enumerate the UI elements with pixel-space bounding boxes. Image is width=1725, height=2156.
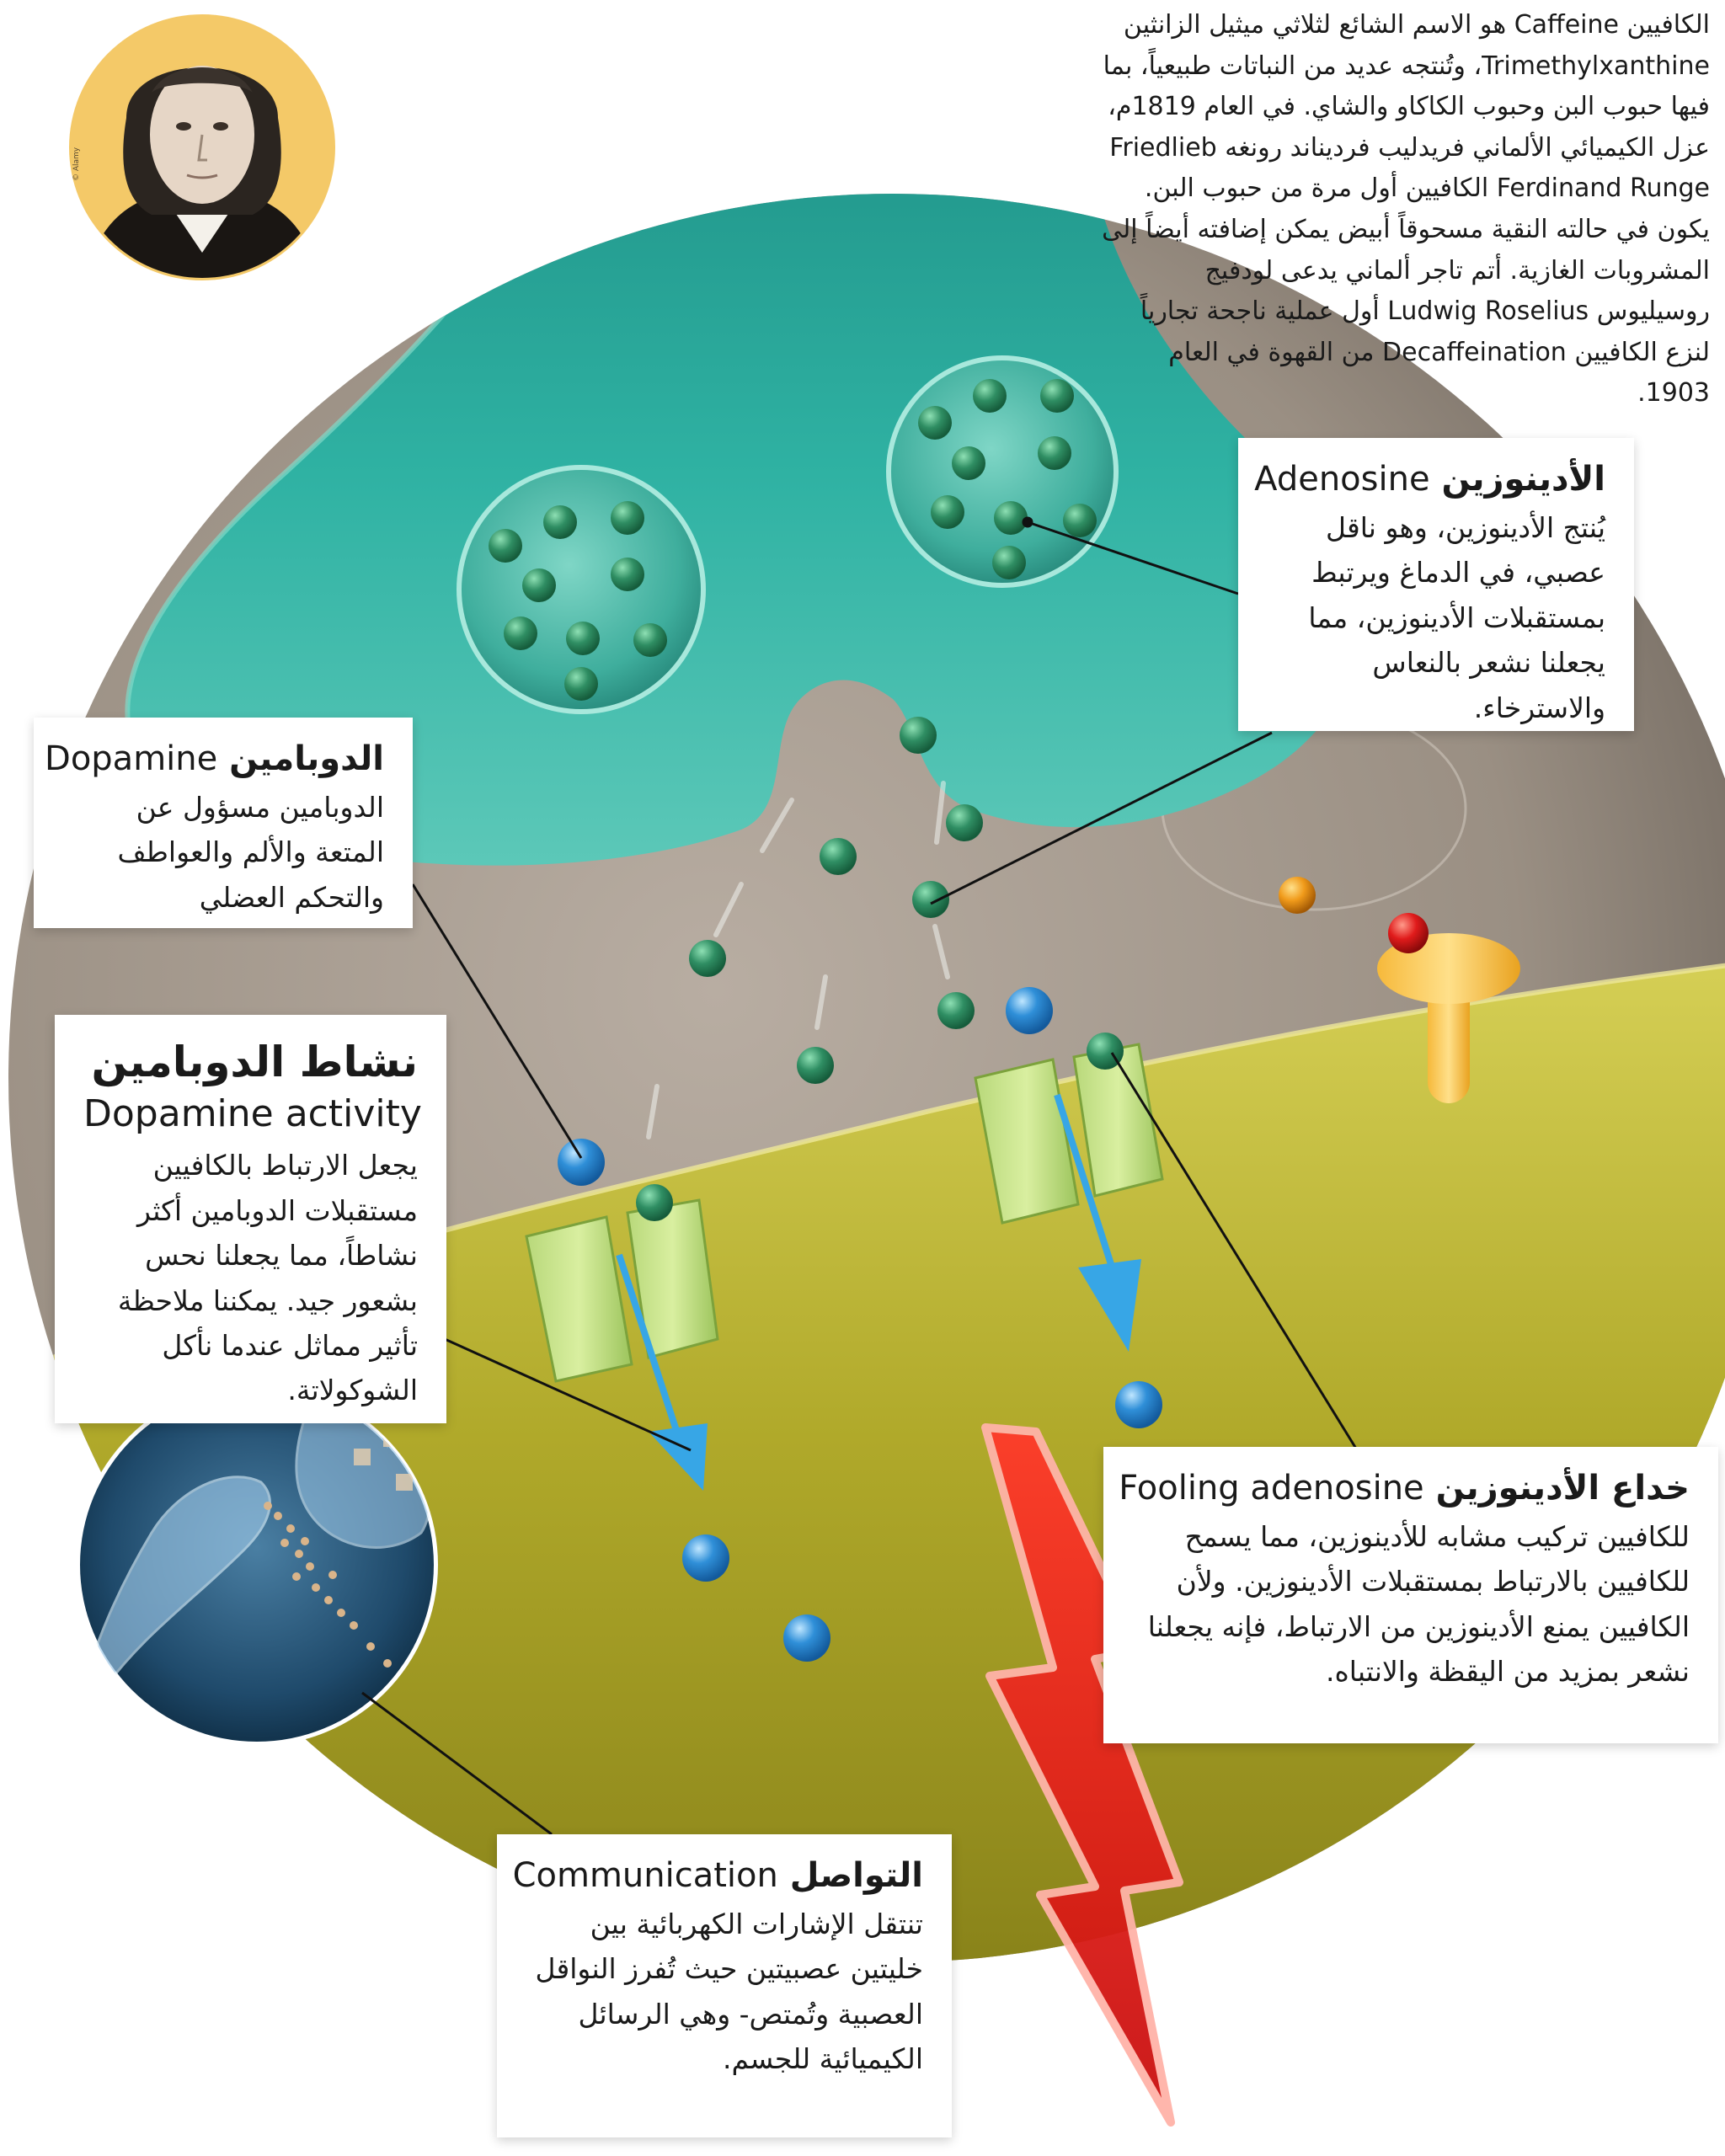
dopamine-activity-callout — [55, 1015, 446, 1423]
adenosine-callout — [1238, 438, 1634, 731]
vesicle-right — [889, 358, 1116, 585]
adenosine-title — [1254, 458, 1605, 500]
portrait — [69, 14, 335, 303]
communication-title-en: Communication — [512, 1856, 778, 1895]
fooling-title-en: Fooling adenosine — [1119, 1469, 1424, 1508]
dopamine-text: الدوبامين مسؤول عن المتعة والألم والعواطف والتحكم العضلي — [117, 791, 384, 914]
fooling-title — [1119, 1467, 1690, 1509]
dopamine-activity-text: يجعل الارتباط بالكافيين مستقبلات الدوبامين أكثر نشاطاً، مما يجعلنا نحس بشعور جيد. يمكننا ملاحظة تأثير مماثل عندما نأكل الشوكولاتة. — [117, 1149, 418, 1407]
dopamine-activity-title-ar: نشاط الدوبامين — [91, 1038, 418, 1086]
adenosine-title-ar: الأدينوزين — [1441, 460, 1605, 499]
portrait-credit: © Alamy — [72, 147, 81, 181]
communication-callout — [497, 1834, 952, 2137]
dopamine-title-en: Dopamine — [45, 739, 218, 778]
communication-title-ar: التواصل — [789, 1856, 923, 1895]
dopamine-title — [45, 738, 384, 780]
adenosine-text: يُنتج الأدينوزين، وهو ناقل عصبي، في الدماغ ويرتبط بمستقبلات الأدينوزين، مما يجعلنا نشعر بالنعاس والاسترخاء. — [1308, 511, 1605, 724]
communication-text: تنتقل الإشارات الكهربائية بين خليتين عصبيتين حيث تُفرز النواقل العصبية وتُمتص- وهي الرسائل الكيميائية للجسم. — [535, 1908, 923, 2076]
vesicle-left — [459, 467, 703, 712]
fooling-text: للكافيين تركيب مشابه للأدينوزين، مما يسمح للكافيين بالارتباط بمستقبلات الأدينوزين. ولأن الكافيين يمنع الأدينوزين من الارتباط، فإنه يجعلنا نشعر بمزيد من اليقظة والانتباه. — [1147, 1520, 1690, 1689]
dopamine-callout — [34, 718, 413, 928]
fooling-title-ar: خداع الأدينوزين — [1435, 1469, 1690, 1508]
adenosine-title-en: Adenosine — [1254, 460, 1430, 499]
fooling-adenosine-callout — [1103, 1447, 1718, 1743]
communication-title — [512, 1854, 923, 1897]
dopamine-title-ar: الدوبامين — [229, 739, 384, 778]
dopamine-activity-title-en: Dopamine activity — [83, 1092, 422, 1135]
intro-paragraph: الكافيين Caffeine هو الاسم الشائع لثلاثي ميثيل الزانثين Trimethylxanthine، وتُنتجه عديد من النباتات طبيعياً، بما فيها حبوب البن وحبوب الكاكاو والشاي. في العام 1819م، عزل الكيميائي الألماني فريدليب فرديناند رونغه Friedlieb Ferdinand Runge الكافيين أول مرة من حبوب البن. يكون في حالته النقية مسحوقاً أبيض يمكن إضافته أيضاً إلى المشروبات الغازية. أتم تاجر ألماني يدعى لودفيج روسيليوس Ludwig Roselius أول عملية ناجحة تجارياً لنزع الكافيين Decaffeination من القهوة في العام 1903. — [1102, 10, 1710, 408]
